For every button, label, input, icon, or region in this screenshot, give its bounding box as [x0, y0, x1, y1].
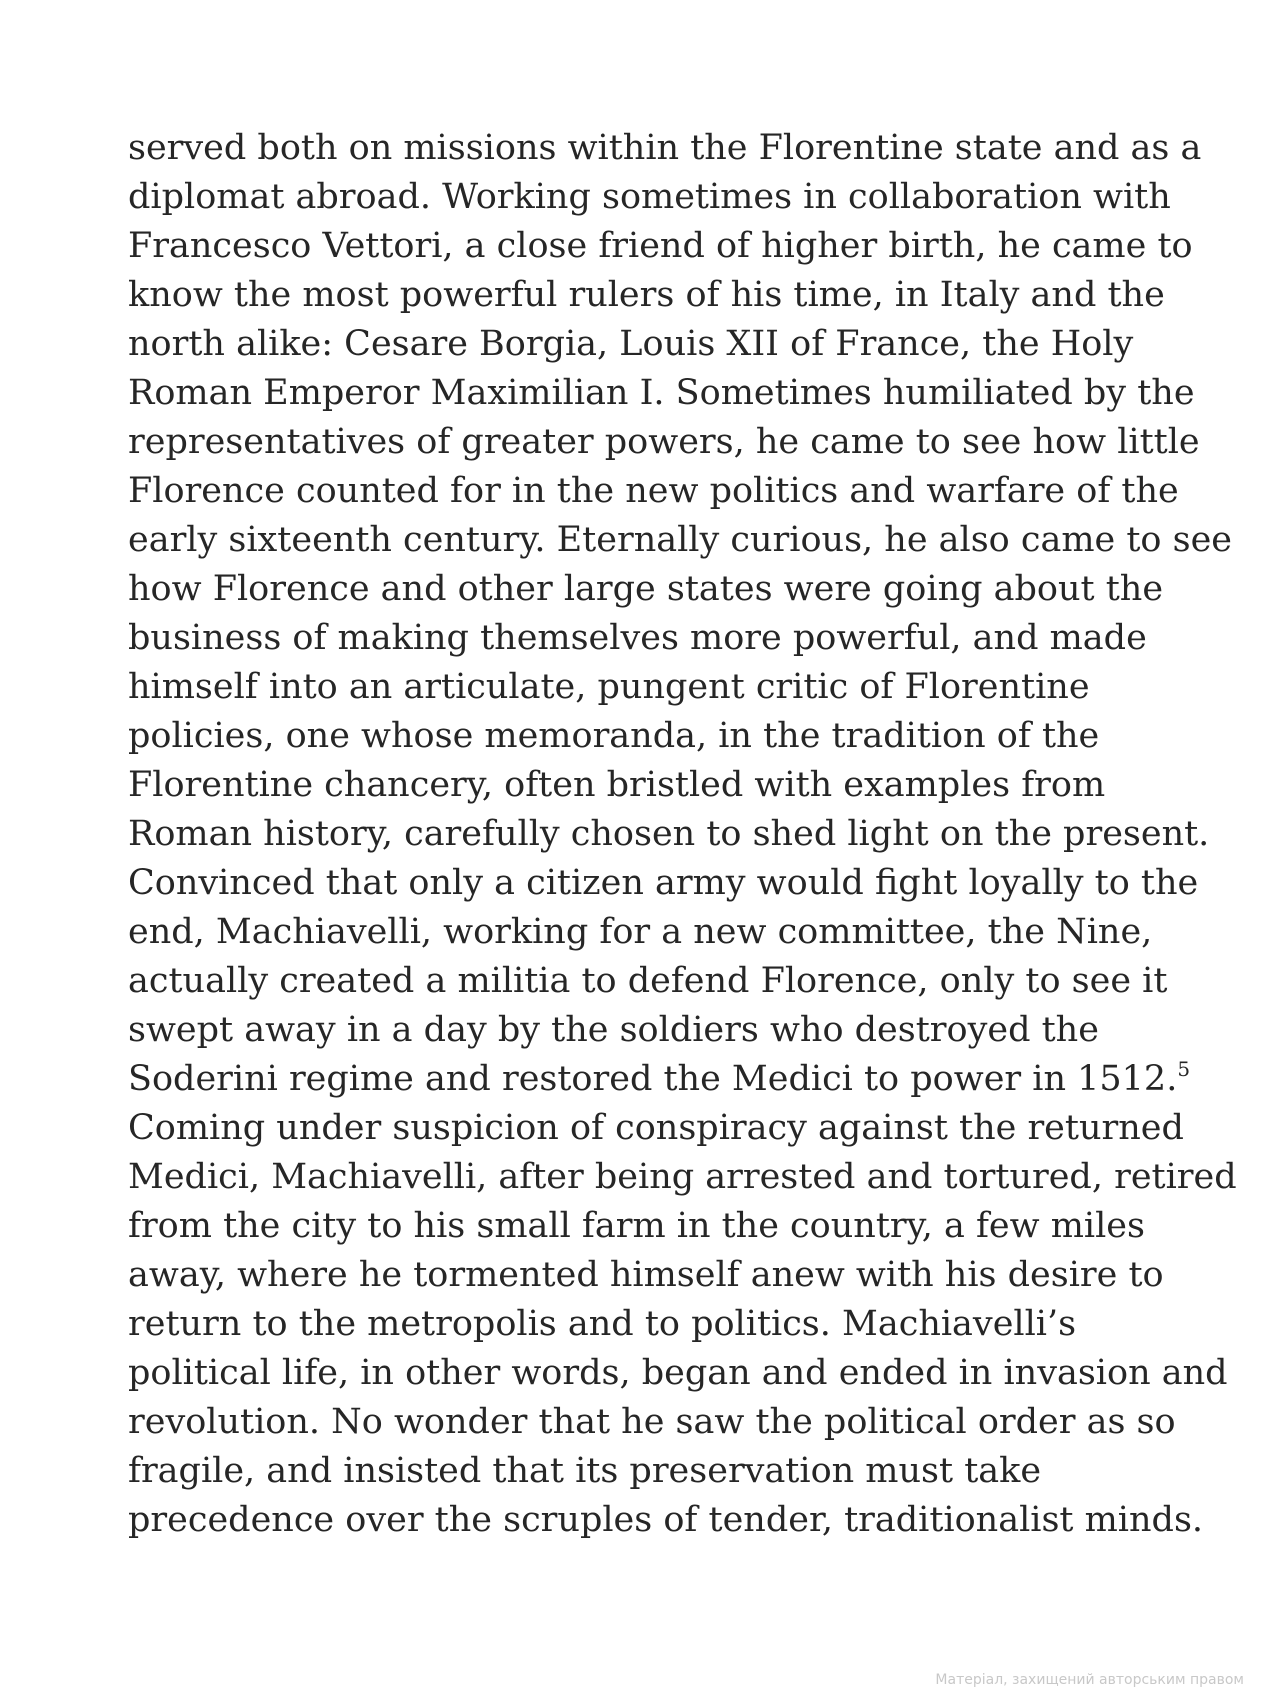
text-line: Medici, Machiavelli, after being arrested and tortured, retired [128, 1157, 1237, 1197]
text-line: Francesco Vettori, a close friend of higher birth, he came to [128, 226, 1193, 266]
body-text [128, 124, 1237, 1545]
text-line: Florence counted for in the new politics and warfare of the [128, 471, 1179, 511]
text-line: diplomat abroad. Working sometimes in collaboration with [128, 177, 1171, 217]
text-line: precedence over the scruples of tender, traditionalist minds. [128, 1500, 1204, 1540]
text-line: end, Machiavelli, working for a new committee, the Nine, [128, 912, 1153, 952]
text-line: early sixteenth century. Eternally curious, he also came to see [128, 520, 1233, 560]
text-line: north alike: Cesare Borgia, Louis XII of France, the Holy [128, 324, 1134, 364]
footnote-marker[interactable]: 5 [1177, 1057, 1191, 1081]
text-line: swept away in a day by the soldiers who destroyed the [128, 1010, 1099, 1050]
text-line: know the most powerful rulers of his time, in Italy and the [128, 275, 1165, 315]
text-line: actually created a militia to defend Florence, only to see it [128, 961, 1168, 1001]
text-line: representatives of greater powers, he came to see how little [128, 422, 1200, 462]
copyright-watermark: Матеріал, захищений авторським правом [935, 1672, 1244, 1688]
text-line: Convinced that only a citizen army would fight loyally to the [128, 863, 1199, 903]
text-line-with-footnote [128, 1055, 1191, 1104]
text-line: Roman Emperor Maximilian I. Sometimes humiliated by the [128, 373, 1195, 413]
text-line: Roman history, carefully chosen to shed light on the present. [128, 814, 1210, 854]
text-line: served both on missions within the Florentine state and as a [128, 128, 1202, 168]
text-line: Florentine chancery, often bristled with examples from [128, 765, 1106, 805]
text-line: away, where he tormented himself anew with his desire to [128, 1255, 1164, 1295]
text-line: policies, one whose memoranda, in the tradition of the [128, 716, 1100, 756]
text-line: return to the metropolis and to politics. Machiavelli’s [128, 1304, 1077, 1344]
text-line: how Florence and other large states were going about the [128, 569, 1164, 609]
text-line: business of making themselves more powerful, and made [128, 618, 1147, 658]
text-line: fragile, and insisted that its preservation must take [128, 1451, 1042, 1491]
text-line: revolution. No wonder that he saw the political order as so [128, 1402, 1176, 1442]
text-line: himself into an articulate, pungent critic of Florentine [128, 667, 1090, 707]
text-line: Coming under suspicion of conspiracy against the returned [128, 1108, 1184, 1148]
text-line: political life, in other words, began and ended in invasion and [128, 1353, 1228, 1393]
text-line: from the city to his small farm in the country, a few miles [128, 1206, 1145, 1246]
text-line-content: Soderini regime and restored the Medici to power in 1512. [128, 1059, 1178, 1099]
